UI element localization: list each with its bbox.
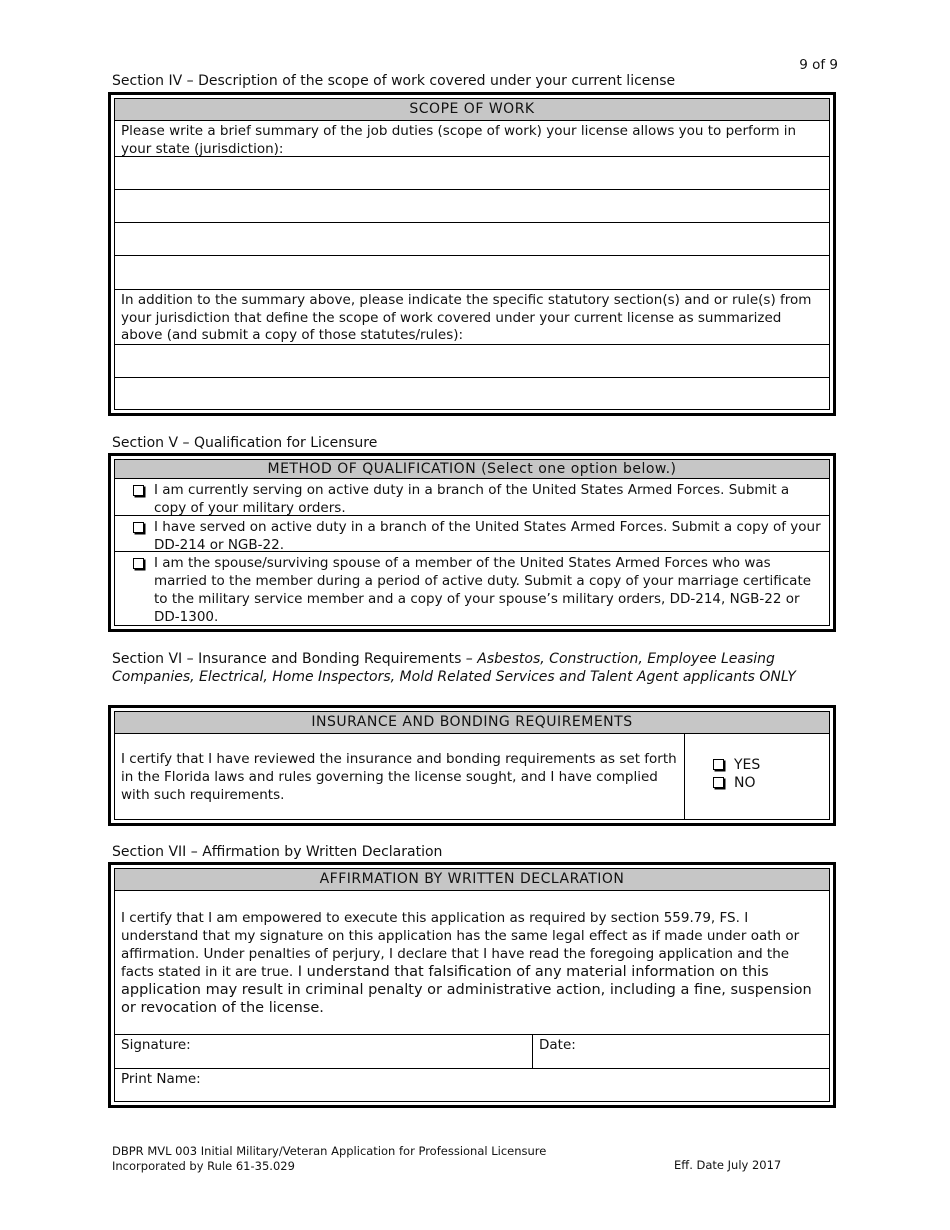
affirmation-statement-part-2: I understand that falsification of any material information on this application may result in criminal penalty or administrative action, including a fine, suspension or revocation of the license. (121, 964, 812, 1016)
insurance-answer (685, 734, 829, 819)
scope-prompt: Please write a brief summary of the job duties (scope of work) your license allows you to perform in your state (jurisdiction): (115, 121, 829, 157)
yes-label: YES (734, 757, 761, 773)
insurance-statement: I certify that I have reviewed the insurance and bonding requirements as set forth in the Florida laws and rules governing the license sought, and I have complied with such requirements. (115, 734, 685, 819)
qualification-header: METHOD OF QUALIFICATION (Select one option below.) (115, 460, 829, 479)
date-label: Date: (539, 1037, 576, 1053)
option-label: I have served on active duty in a branch of the United States Armed Forces. Submit a copy of your DD-214 or NGB-22. (154, 519, 821, 553)
insurance-table (108, 705, 836, 826)
insurance-yes-option[interactable] (713, 756, 829, 774)
scope-input-line-4[interactable] (115, 256, 829, 290)
affirmation-statement (115, 891, 829, 1035)
scope-input-line-1[interactable] (115, 157, 829, 190)
section-4-title: Section IV – Description of the scope of work covered under your current license (112, 73, 676, 89)
qualification-option-veteran[interactable] (115, 516, 829, 552)
insurance-no-option[interactable] (713, 774, 829, 792)
insurance-header: INSURANCE AND BONDING REQUIREMENTS (115, 712, 829, 734)
rule-reference: Incorporated by Rule 61-35.029 (112, 1158, 295, 1173)
checkbox-icon[interactable] (713, 777, 724, 788)
qualification-option-spouse[interactable] (115, 552, 829, 628)
affirmation-table (108, 862, 836, 1108)
checkbox-icon[interactable] (133, 522, 144, 533)
scope-input-line-3[interactable] (115, 223, 829, 256)
qualification-table (108, 453, 836, 632)
signature-field[interactable] (115, 1035, 533, 1068)
section-6-title-main: Section VI – Insurance and Bonding Requirements (112, 651, 462, 667)
form-footer (112, 1144, 546, 1173)
signature-row (115, 1035, 829, 1069)
affirmation-header: AFFIRMATION BY WRITTEN DECLARATION (115, 869, 829, 891)
date-field[interactable] (533, 1035, 829, 1068)
checkbox-icon[interactable] (133, 485, 144, 496)
section-6-title (112, 651, 842, 686)
option-label: I am the spouse/surviving spouse of a member of the United States Armed Forces who was married to the member during a period of active duty. Submit a copy of your marriage certificate to the military service member and a copy of your spouse’s military orders, DD-214, NGB-22 or DD-1300. (154, 555, 812, 625)
statute-prompt: In addition to the summary above, please indicate the specific statutory section(s) and or rule(s) from your jurisdiction that define the scope of work covered under your current license as summarized above (and submit a copy of those statutes/rules): (115, 290, 829, 345)
page-number: 9 of 9 (799, 57, 838, 73)
qualification-option-active-duty[interactable] (115, 479, 829, 516)
signature-label: Signature: (121, 1037, 191, 1053)
form-id: DBPR MVL 003 Initial Military/Veteran Application for Professional Licensure (112, 1144, 547, 1158)
scope-input-line-2[interactable] (115, 190, 829, 223)
scope-of-work-table (108, 92, 836, 416)
section-5-title: Section V – Qualification for Licensure (112, 435, 378, 451)
option-label: I am currently serving on active duty in a branch of the United States Armed Forces. Submit a copy of your military orders. (154, 482, 790, 516)
statute-input-line-1[interactable] (115, 345, 829, 378)
scope-of-work-header: SCOPE OF WORK (115, 99, 829, 121)
section-7-title: Section VII – Affirmation by Written Declaration (112, 844, 443, 860)
effective-date: Eff. Date July 2017 (674, 1158, 782, 1172)
affirmation-statement-part-1: I certify that I am empowered to execute this application as required by section 559.79, FS. I understand that my signature on this application has the same legal effect as if made under oath or affirmation. Under penalties of perjury, I declare that I have read the foregoing application and the facts stated in it are true. (121, 910, 800, 980)
statute-input-line-2[interactable] (115, 378, 829, 409)
no-label: NO (734, 775, 756, 791)
print-name-field[interactable] (115, 1069, 829, 1101)
checkbox-icon[interactable] (133, 558, 144, 569)
section-6-title-applicants: – Asbestos, Construction, Employee Leasing Companies, Electrical, Home Inspectors, Mold Related Services and Talent Agent applicants ONLY (112, 651, 796, 685)
print-name-label: Print Name: (121, 1071, 201, 1087)
checkbox-icon[interactable] (713, 759, 724, 770)
